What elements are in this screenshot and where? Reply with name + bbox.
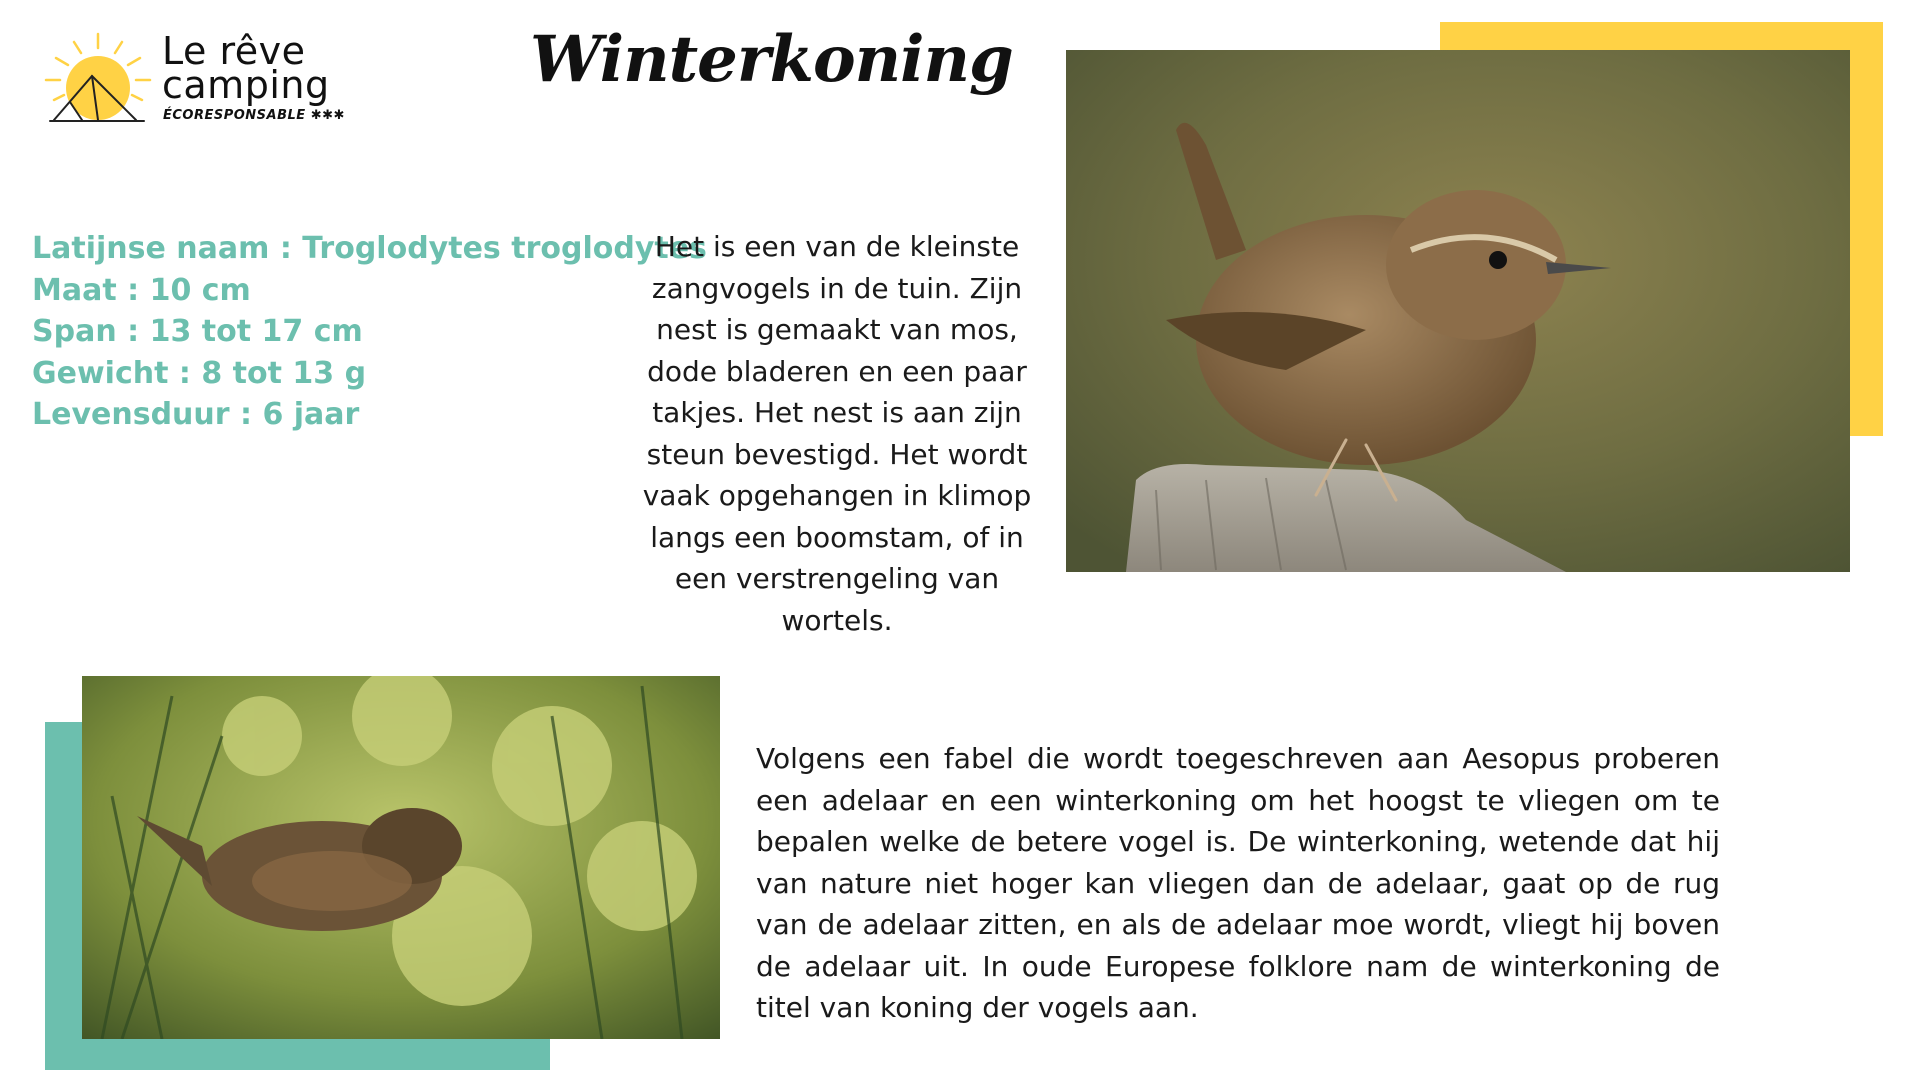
fact-lifespan: Levensduur : 6 jaar: [32, 397, 360, 432]
fact-list: [32, 228, 707, 436]
wren-on-post-photo: [1066, 50, 1850, 572]
logo-text-line2: camping: [162, 63, 330, 107]
wren-in-moss-photo: [82, 676, 720, 1039]
logo: [40, 28, 360, 128]
logo-subtitle: ÉCORESPONSABLE ✱✱✱: [163, 108, 345, 123]
fact-weight: Gewicht : 8 tot 13 g: [32, 355, 367, 391]
fact-wingspan: Span : 13 tot 17 cm: [32, 314, 363, 349]
sun-tent-icon: [40, 28, 160, 128]
logo-text-line1: Le rêve: [162, 29, 306, 73]
fable-text: Volgens een fabel die wordt toegeschreven aan Aesopus proberen een adelaar en een winterkoning om het hoogst te vliegen om te bepalen welke de betere vogel is. De winterkoning, wetende dat hij van nature niet hoger kan vliegen dan de adelaar, gaat op de rug van de adelaar zitten, en als de adelaar moe wordt, vliegt hij boven de adelaar uit. In oude Europese folklore nam de winterkoning de titel van koning der vogels aan.: [756, 742, 1720, 1024]
fact-latin-name: Latijnse naam : Troglodytes troglodytes: [32, 231, 707, 266]
description-text: Het is een van de kleinste zangvogels in de tuin. Zijn nest is gemaakt van mos, dode bladeren en een paar takjes. Het nest is aan zijn steun bevestigd. Het wordt vaak opgehangen in klimop langs een boomstam, of in een verstrengeling van wortels.: [642, 230, 1032, 637]
fact-size: Maat : 10 cm: [32, 272, 251, 308]
page-title: Winterkoning: [530, 22, 1013, 97]
